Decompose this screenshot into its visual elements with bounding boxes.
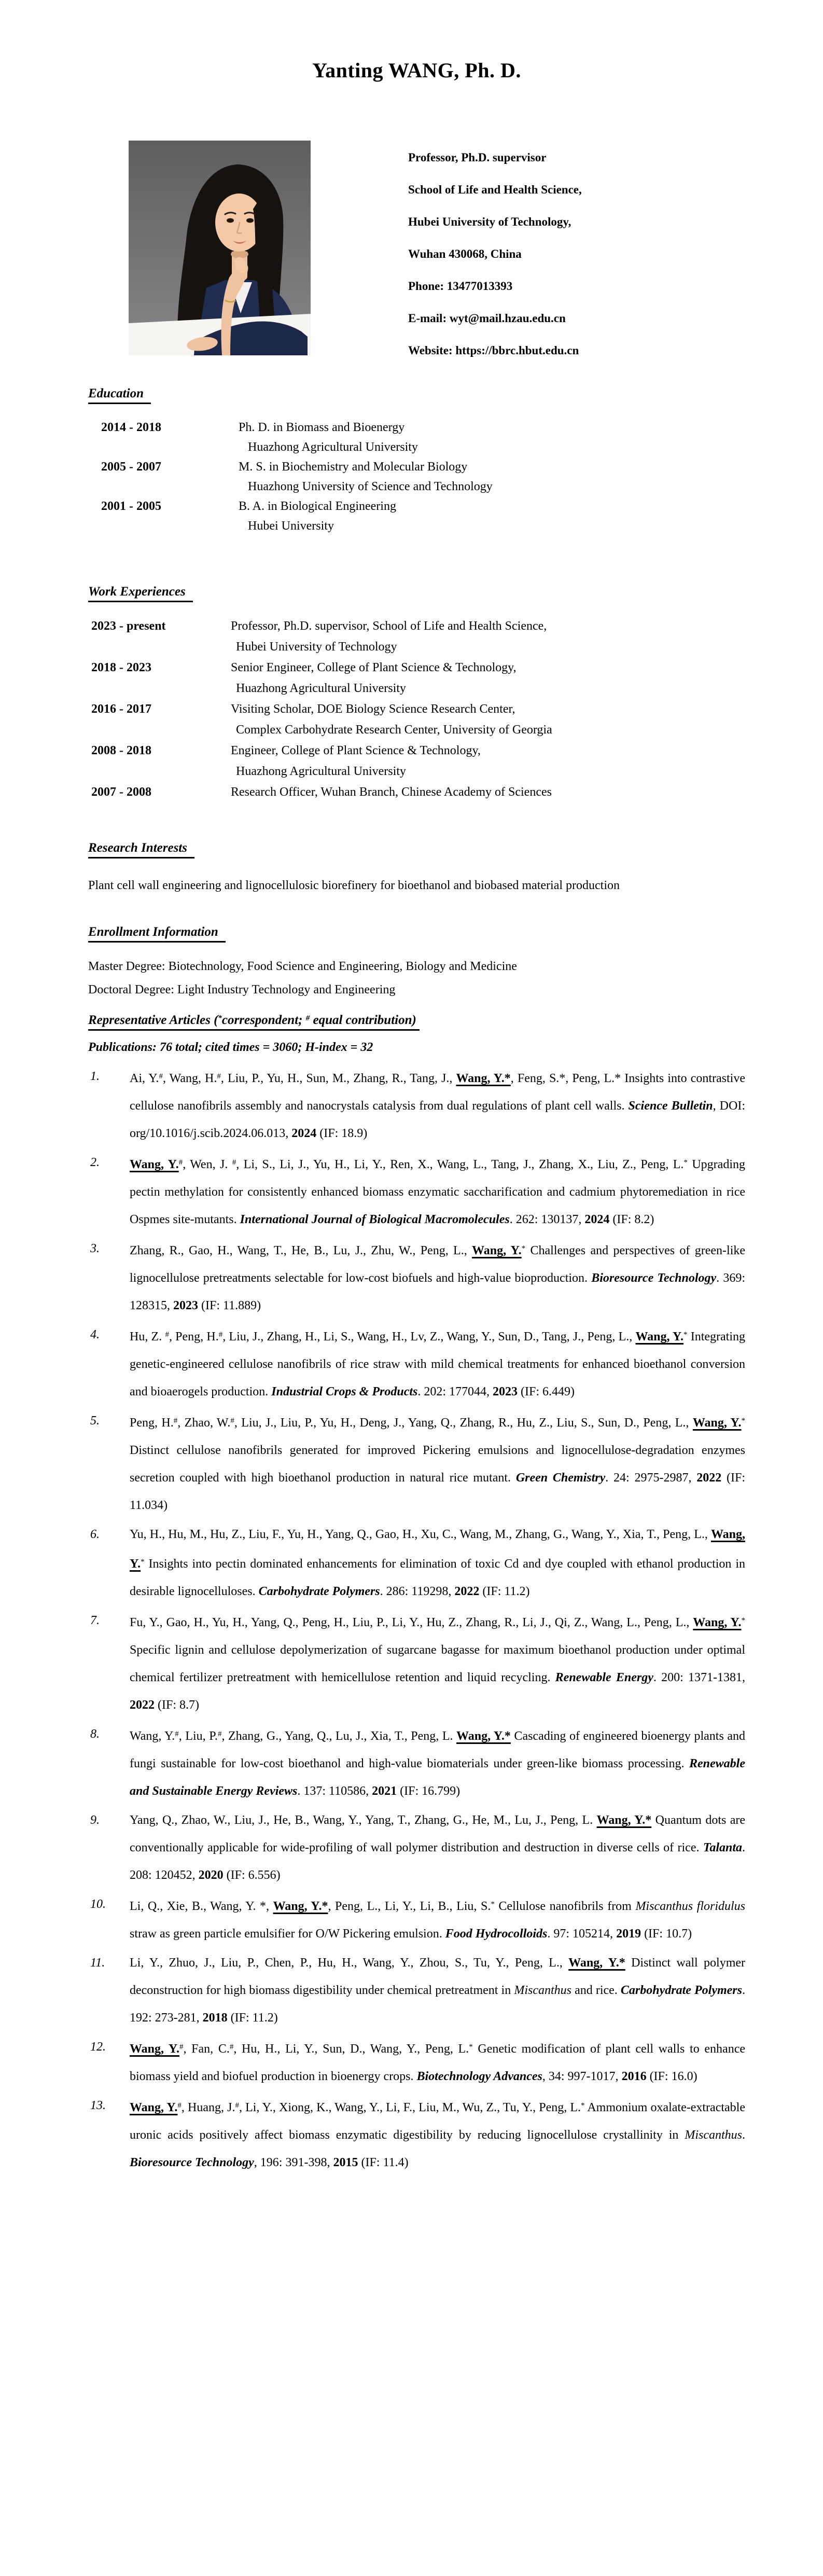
work-line: Hubei University of Technology	[236, 640, 397, 654]
text-segment: Wang, Y.	[130, 1158, 179, 1171]
text-segment: 2023	[173, 1299, 198, 1312]
text-segment: (IF: 10.7)	[641, 1927, 692, 1941]
work-header: Work Experiences	[88, 585, 193, 602]
work-period: 2018 - 2023	[91, 661, 151, 674]
publication-item	[88, 1149, 745, 1234]
text-segment: Quantum dots are conventionally applicable for wide-profiling of wall polymer distribution and destruction in diverse cells of rice.	[130, 1813, 746, 1854]
contact-line: Professor, Ph.D. supervisor	[408, 151, 547, 164]
text-segment: 2023	[493, 1385, 518, 1398]
text-segment: (IF: 8.2)	[609, 1213, 654, 1226]
text-segment: *	[741, 1616, 745, 1625]
publication-number: 3.	[90, 1242, 100, 1255]
section-research-interests	[88, 841, 745, 899]
text-segment: #	[178, 1158, 183, 1167]
page-title: Yanting WANG, Ph. D.	[312, 59, 521, 82]
publication-item	[88, 2092, 745, 2177]
education-degree: M. S. in Biochemistry and Molecular Biology	[239, 460, 468, 474]
publication-text	[130, 1149, 745, 1234]
education-degree: B. A. in Biological Engineering	[239, 500, 396, 513]
text-segment: , DOI: org/10.1016/j.scib.2024.06.013,	[130, 1099, 745, 1140]
text-segment: (IF: 16.0)	[646, 2070, 698, 2083]
text-segment: Ai, Y.	[130, 1072, 159, 1085]
text-segment: , Liu, J., Liu, P., Yu, H., Deng, J., Yang, Q., Zhang, R., Hu, Z., Liu, S., Sun, D., Peng, L.,	[234, 1416, 693, 1430]
publication-item	[88, 1321, 745, 1406]
text-segment: #	[159, 1072, 163, 1081]
text-segment: . 202: 177044,	[417, 1385, 493, 1398]
text-segment: , Huang, J.	[181, 2101, 235, 2114]
work-period: 2008 - 2018	[91, 744, 151, 757]
contact-line: Wuhan 430068, China	[408, 247, 522, 260]
text-segment: Wang, Y.	[693, 1616, 742, 1629]
publication-number: 6.	[90, 1528, 100, 1541]
publication-number: 10.	[90, 1898, 106, 1911]
publication-text	[130, 1807, 745, 1889]
text-segment: Genetic modification of plant cell walls to enhance biomass yield and biofuel production in bioenergy crops.	[130, 2042, 745, 2083]
text-segment: Wang, Y.	[692, 1416, 742, 1430]
text-segment: Carbohydrate Polymers	[620, 1984, 742, 1997]
work-line: Visiting Scholar, DOE Biology Science Research Center,	[231, 702, 515, 716]
text-segment: Li, Y., Zhuo, J., Liu, P., Chen, P., Hu, H., Wang, Y., Zhou, S., Tu, Y., Peng, L.,	[130, 1956, 569, 1970]
text-segment: 2016	[621, 2070, 647, 2083]
text-segment: 2015	[333, 2156, 358, 2169]
text-segment: #	[217, 1730, 222, 1738]
text-segment: *	[741, 1417, 746, 1425]
text-segment: #	[173, 1417, 178, 1425]
publication-item	[88, 1063, 745, 1147]
education-school: Huazhong University of Science and Technology	[248, 480, 493, 493]
publication-item	[88, 1721, 745, 1805]
profile-photo	[129, 141, 311, 355]
publication-text	[130, 1407, 745, 1519]
text-segment: Wang, Y.	[635, 1330, 683, 1344]
work-description	[231, 699, 552, 740]
publication-text	[130, 1063, 745, 1147]
work-description	[231, 616, 547, 657]
text-segment: , Peng, L., Li, Y., Li, B., Liu, S.	[328, 1900, 491, 1913]
text-segment: Yu, H., Hu, M., Hu, Z., Liu, F., Yu, H., Yang, Q., Gao, H., Xu, C., Wang, M., Zhang, G., Wang, Y., Xia, T., Peng, L.,	[130, 1528, 711, 1541]
portrait-illustration	[129, 141, 311, 355]
publication-item	[88, 1949, 745, 2032]
text-segment: Representative Articles (	[88, 1013, 218, 1027]
contact-line: E-mail: wyt@mail.hzau.edu.cn	[408, 312, 566, 325]
text-segment: , Liu, J., Zhang, H., Li, S., Wang, H., Lv, Z., Wang, Y., Sun, D., Tang, J., Peng, L.,	[222, 1330, 636, 1344]
text-segment: *	[218, 1014, 222, 1022]
publication-number: 1.	[90, 1070, 100, 1083]
education-details	[239, 457, 493, 496]
publication-text	[130, 1949, 745, 2032]
contact-line: Phone: 13477013393	[408, 280, 513, 293]
text-segment: Specific lignin and cellulose depolymerization of sugarcane bagasse for maximum bioethanol production under optimal chemical fertilizer pretreatment with hemicellulose retention and liquid recycling.	[130, 1643, 745, 1684]
publication-number: 11.	[90, 1956, 105, 1970]
text-segment: *	[683, 1331, 688, 1339]
text-segment: Miscanthus	[514, 1984, 571, 1997]
text-segment: . 286: 119298,	[380, 1585, 455, 1598]
text-segment: 2024	[291, 1127, 317, 1140]
publication-number: 9.	[90, 1813, 100, 1827]
text-segment: 2021	[372, 1784, 397, 1798]
publication-text	[130, 1721, 745, 1805]
publication-text	[130, 1321, 745, 1406]
work-period: 2007 - 2008	[91, 785, 151, 799]
text-segment: Industrial Crops & Products	[271, 1385, 418, 1398]
text-segment: (IF: 11.4)	[358, 2156, 409, 2169]
text-segment: Carbohydrate Polymers	[258, 1585, 380, 1598]
text-segment: #	[179, 2043, 184, 2051]
contact-line: School of Life and Health Science,	[408, 183, 582, 196]
section-work	[88, 585, 745, 802]
education-row	[88, 418, 745, 457]
text-segment: , Hu, H., Li, Y., Sun, D., Wang, Y., Peng, L.	[233, 2042, 469, 2056]
text-segment: (IF: 11.2)	[227, 2011, 278, 2025]
text-segment: Bioresource Technology	[591, 1271, 717, 1285]
publication-text	[130, 1607, 745, 1719]
text-segment: #	[229, 2043, 234, 2051]
text-segment: Peng, H.	[130, 1416, 174, 1430]
text-segment: Bioresource Technology	[130, 2156, 254, 2169]
text-segment: 2022	[454, 1585, 480, 1598]
contact-line: Hubei University of Technology,	[408, 215, 571, 228]
publication-item	[88, 1521, 745, 1605]
education-header: Education	[88, 386, 151, 404]
text-segment: Wang, Y.	[472, 1244, 522, 1257]
text-segment: #	[175, 1730, 179, 1738]
text-segment: Insights into pectin dominated enhancements for elimination of toxic Cd and dye coupled with ethanol production in desirable lignocelluloses.	[130, 1557, 745, 1598]
text-segment: Challenges and perspectives of green-like lignocellulose pretreatments selectable for low-cost biofuels and high-value bioproduction.	[130, 1244, 746, 1285]
work-line: Huazhong Agricultural University	[236, 682, 406, 695]
work-line: Professor, Ph.D. supervisor, School of Life and Health Science,	[231, 619, 547, 633]
text-segment: (IF: 16.799)	[397, 1784, 461, 1798]
publication-item	[88, 2033, 745, 2090]
profile-section	[88, 141, 745, 367]
publication-number: 7.	[90, 1614, 100, 1627]
text-segment: Wang, Y.	[130, 1729, 175, 1743]
text-segment: (IF: 18.9)	[316, 1127, 368, 1140]
text-segment: #	[218, 1331, 223, 1339]
text-segment: #	[232, 1158, 236, 1167]
text-segment: Food Hydrocolloids	[445, 1927, 548, 1941]
text-segment: , Wang, H.	[162, 1072, 217, 1085]
text-segment: *	[683, 1158, 688, 1167]
text-segment: Science Bulletin	[628, 1099, 713, 1113]
text-segment: #	[235, 2101, 239, 2110]
text-segment: #	[177, 2101, 182, 2110]
text-segment: , Peng, H.	[169, 1330, 219, 1344]
publication-text	[130, 1235, 745, 1320]
publication-text	[130, 1891, 745, 1948]
text-segment: . 137: 110586,	[297, 1784, 372, 1798]
section-education	[88, 386, 745, 536]
work-description	[231, 657, 517, 699]
publication-text	[130, 2092, 745, 2177]
enrollment-line: Master Degree: Biotechnology, Food Science and Engineering, Biology and Medicine	[88, 960, 517, 973]
work-row	[88, 657, 745, 699]
text-segment: Ammonium oxalate-extractable uronic acids positively affect biomass enzymatic digestibility by reducing lignocellulose crystallinity in	[130, 2101, 745, 2142]
text-segment: , Liu, P., Yu, H., Sun, M., Zhang, R., Tang, J.,	[220, 1072, 456, 1085]
education-period: 2001 - 2005	[101, 500, 161, 513]
text-segment: *	[141, 1558, 145, 1566]
text-segment: , Liu, P.	[178, 1729, 218, 1743]
publication-number: 8.	[90, 1727, 100, 1741]
text-segment: (IF: 11.889)	[198, 1299, 261, 1312]
text-segment: . 192: 273-281,	[130, 1984, 745, 2025]
education-row	[88, 496, 745, 536]
publication-list	[88, 1063, 745, 2177]
text-segment: Talanta	[703, 1841, 742, 1854]
text-segment: Wang, Y.	[130, 2042, 179, 2056]
text-segment: Wang, Y.*	[456, 1072, 511, 1085]
work-row	[88, 740, 745, 782]
work-rows	[88, 616, 745, 802]
text-segment: Cascading of engineered bioenergy plants and fungi sustainable for low-cost bioethanol and high-value biomaterials under green-like biomass processing.	[130, 1729, 745, 1770]
text-segment: , 196: 391-398,	[254, 2156, 333, 2169]
text-segment: Zhang, R., Gao, H., Wang, T., He, B., Lu, J., Zhu, W., Peng, L.,	[130, 1244, 472, 1257]
publication-item	[88, 1891, 745, 1948]
work-row	[88, 616, 745, 657]
publication-number: 4.	[90, 1328, 100, 1341]
text-segment: Wang, Y.*	[568, 1956, 625, 1970]
text-segment: *	[521, 1244, 526, 1253]
education-details	[239, 418, 418, 457]
text-segment: correspondent;	[221, 1013, 306, 1027]
text-segment: . 97: 105214,	[547, 1927, 617, 1941]
work-description	[231, 740, 481, 782]
text-segment: Integrating genetic-engineered cellulose nanofibrils of rice straw with mild chemical treatments for enhanced bioethanol conversion and bioaerogels production.	[130, 1330, 745, 1398]
education-period: 2014 - 2018	[101, 421, 161, 434]
text-segment: *	[581, 2101, 585, 2110]
work-row	[88, 782, 745, 802]
text-segment: Miscanthus	[685, 2128, 742, 2142]
publication-number: 2.	[90, 1156, 100, 1169]
publication-text	[130, 2033, 745, 2090]
section-enrollment	[88, 925, 745, 1002]
text-segment: (IF: 11.2)	[479, 1585, 530, 1598]
text-segment: .	[742, 2128, 745, 2142]
education-period: 2005 - 2007	[101, 460, 161, 474]
text-segment: . 24: 2975-2987,	[605, 1471, 697, 1485]
text-segment: Renewable and Sustainable Energy Reviews	[130, 1757, 745, 1798]
text-segment: . 369: 128315,	[130, 1271, 746, 1312]
text-segment: , Li, Y., Xiong, K., Wang, Y., Li, F., Liu, M., Wu, Z., Tu, Y., Peng, L.	[239, 2101, 581, 2114]
work-period: 2023 - present	[91, 619, 166, 633]
text-segment: Fu, Y., Gao, H., Yu, H., Yang, Q., Peng, H., Liu, P., Li, Y., Hu, Z., Zhang, R., Li, J., Qi, Z., Wang, L., Peng, L.,	[130, 1616, 693, 1629]
contact-block	[408, 141, 582, 367]
publication-item	[88, 1607, 745, 1719]
publications-summary: Publications: 76 total; cited times = 3060; H-index = 32	[88, 1041, 373, 1054]
text-segment: Wang, Y.	[130, 2101, 178, 2114]
work-row	[88, 699, 745, 740]
text-segment: (IF: 6.449)	[518, 1385, 575, 1398]
text-segment: Hu, Z.	[130, 1330, 165, 1344]
text-segment: and rice.	[571, 1984, 621, 1997]
text-segment: . 200: 1371-1381,	[653, 1671, 745, 1684]
research-text: Plant cell wall engineering and lignocellulosic biorefinery for bioethanol and biobased material production	[88, 879, 620, 892]
work-line: Huazhong Agricultural University	[236, 765, 406, 778]
text-segment: Wang, Y.*	[456, 1729, 511, 1743]
text-segment: straw as green particle emulsifier for O/W Pickering emulsion.	[130, 1927, 445, 1941]
work-description	[231, 782, 552, 802]
text-segment: Renewable Energy	[555, 1671, 653, 1684]
enrollment-line: Doctoral Degree: Light Industry Technology and Engineering	[88, 983, 396, 996]
text-segment: 2019	[616, 1927, 641, 1941]
text-segment: , 34: 997-1017,	[542, 2070, 622, 2083]
text-segment: 2024	[584, 1213, 610, 1226]
work-period: 2016 - 2017	[91, 702, 151, 716]
text-segment: 2022	[130, 1698, 155, 1712]
text-segment: International Journal of Biological Macromolecules	[240, 1213, 510, 1226]
publication-item	[88, 1235, 745, 1320]
text-segment: , Wen, J.	[183, 1158, 232, 1171]
text-segment: , Feng, S.*, Peng, L.* Insights into contrastive cellulose nanofibrils assembly and nanocrystals catalysis from dual regulations of plant cell walls.	[130, 1072, 745, 1113]
section-articles	[88, 1013, 745, 2177]
text-segment: , Zhao, W.	[177, 1416, 231, 1430]
publication-item	[88, 1407, 745, 1519]
text-segment: equal contribution)	[310, 1013, 416, 1027]
text-segment: (IF: 8.7)	[155, 1698, 199, 1712]
enrollment-lines	[88, 955, 745, 1002]
text-segment: *	[491, 1900, 495, 1908]
text-segment: Distinct wall polymer deconstruction for high biomass digestibility under chemical pretreatment in	[130, 1956, 746, 1997]
articles-header	[88, 1013, 420, 1031]
contact-line: Website: https://bbrc.hbut.edu.cn	[408, 344, 579, 357]
enrollment-header: Enrollment Information	[88, 925, 226, 943]
text-segment: Wang, Y.	[130, 1528, 745, 1571]
text-segment: Biotechnology Advances	[416, 2070, 542, 2083]
publication-number: 13.	[90, 2099, 106, 2112]
text-segment: #	[217, 1072, 221, 1081]
text-segment: *	[469, 2043, 473, 2051]
education-details	[239, 496, 396, 536]
text-segment: Distinct cellulose nanofibrils generated for improved Pickering emulsions and lignocellulose-degradation enzymes secretion coupled with high bioethanol production in natural rice mutant.	[130, 1444, 745, 1485]
text-segment: Yang, Q., Zhao, W., Liu, J., He, B., Wang, Y., Yang, T., Zhang, G., He, M., Lu, J., Peng, L.	[130, 1813, 597, 1827]
work-line: Research Officer, Wuhan Branch, Chinese Academy of Sciences	[231, 785, 552, 799]
text-segment: #	[165, 1331, 169, 1339]
text-segment: Wang, Y.*	[596, 1813, 652, 1827]
text-segment: , Zhang, G., Yang, Q., Lu, J., Xia, T., Peng, L.	[221, 1729, 457, 1743]
text-segment: . 208: 120452,	[130, 1841, 745, 1882]
text-segment: Cellulose nanofibrils from	[494, 1900, 636, 1913]
text-segment: . 262: 130137,	[509, 1213, 585, 1226]
text-segment: Miscanthus floridulus	[635, 1900, 746, 1913]
education-school: Huazhong Agricultural University	[248, 440, 418, 454]
work-line: Complex Carbohydrate Research Center, University of Georgia	[236, 723, 552, 737]
publication-item	[88, 1807, 745, 1889]
education-school: Hubei University	[248, 519, 334, 533]
text-segment: Green Chemistry	[515, 1471, 606, 1485]
publication-text	[130, 1521, 745, 1605]
publication-number: 5.	[90, 1414, 100, 1428]
text-segment: #	[230, 1417, 234, 1425]
text-segment: (IF: 6.556)	[223, 1868, 281, 1882]
education-degree: Ph. D. in Biomass and Bioenergy	[239, 421, 405, 434]
work-line: Senior Engineer, College of Plant Science & Technology,	[231, 661, 517, 674]
education-row	[88, 457, 745, 496]
text-segment: , Fan, C.	[183, 2042, 230, 2056]
text-segment: 2018	[202, 2011, 228, 2025]
work-line: Engineer, College of Plant Science & Technology,	[231, 744, 481, 757]
education-rows	[88, 418, 745, 536]
publication-number: 12.	[90, 2040, 106, 2054]
text-segment: 2020	[198, 1868, 224, 1882]
text-segment: 2022	[696, 1471, 722, 1485]
research-header: Research Interests	[88, 841, 194, 858]
text-segment: Upgrading pectin methylation for consistently enhanced biomass enzymatic saccharification and cadmium phytoremediation in rice Ospmes site-mutants.	[130, 1158, 745, 1226]
text-segment: Li, Q., Xie, B., Wang, Y. *,	[130, 1900, 273, 1913]
text-segment: #	[305, 1014, 310, 1022]
text-segment: (IF: 11.034)	[130, 1471, 745, 1512]
text-segment: , Li, S., Li, J., Yu, H., Li, Y., Ren, X., Wang, L., Tang, J., Zhang, X., Liu, Z., Peng, L.	[236, 1158, 684, 1171]
text-segment: Wang, Y.*	[273, 1900, 328, 1913]
